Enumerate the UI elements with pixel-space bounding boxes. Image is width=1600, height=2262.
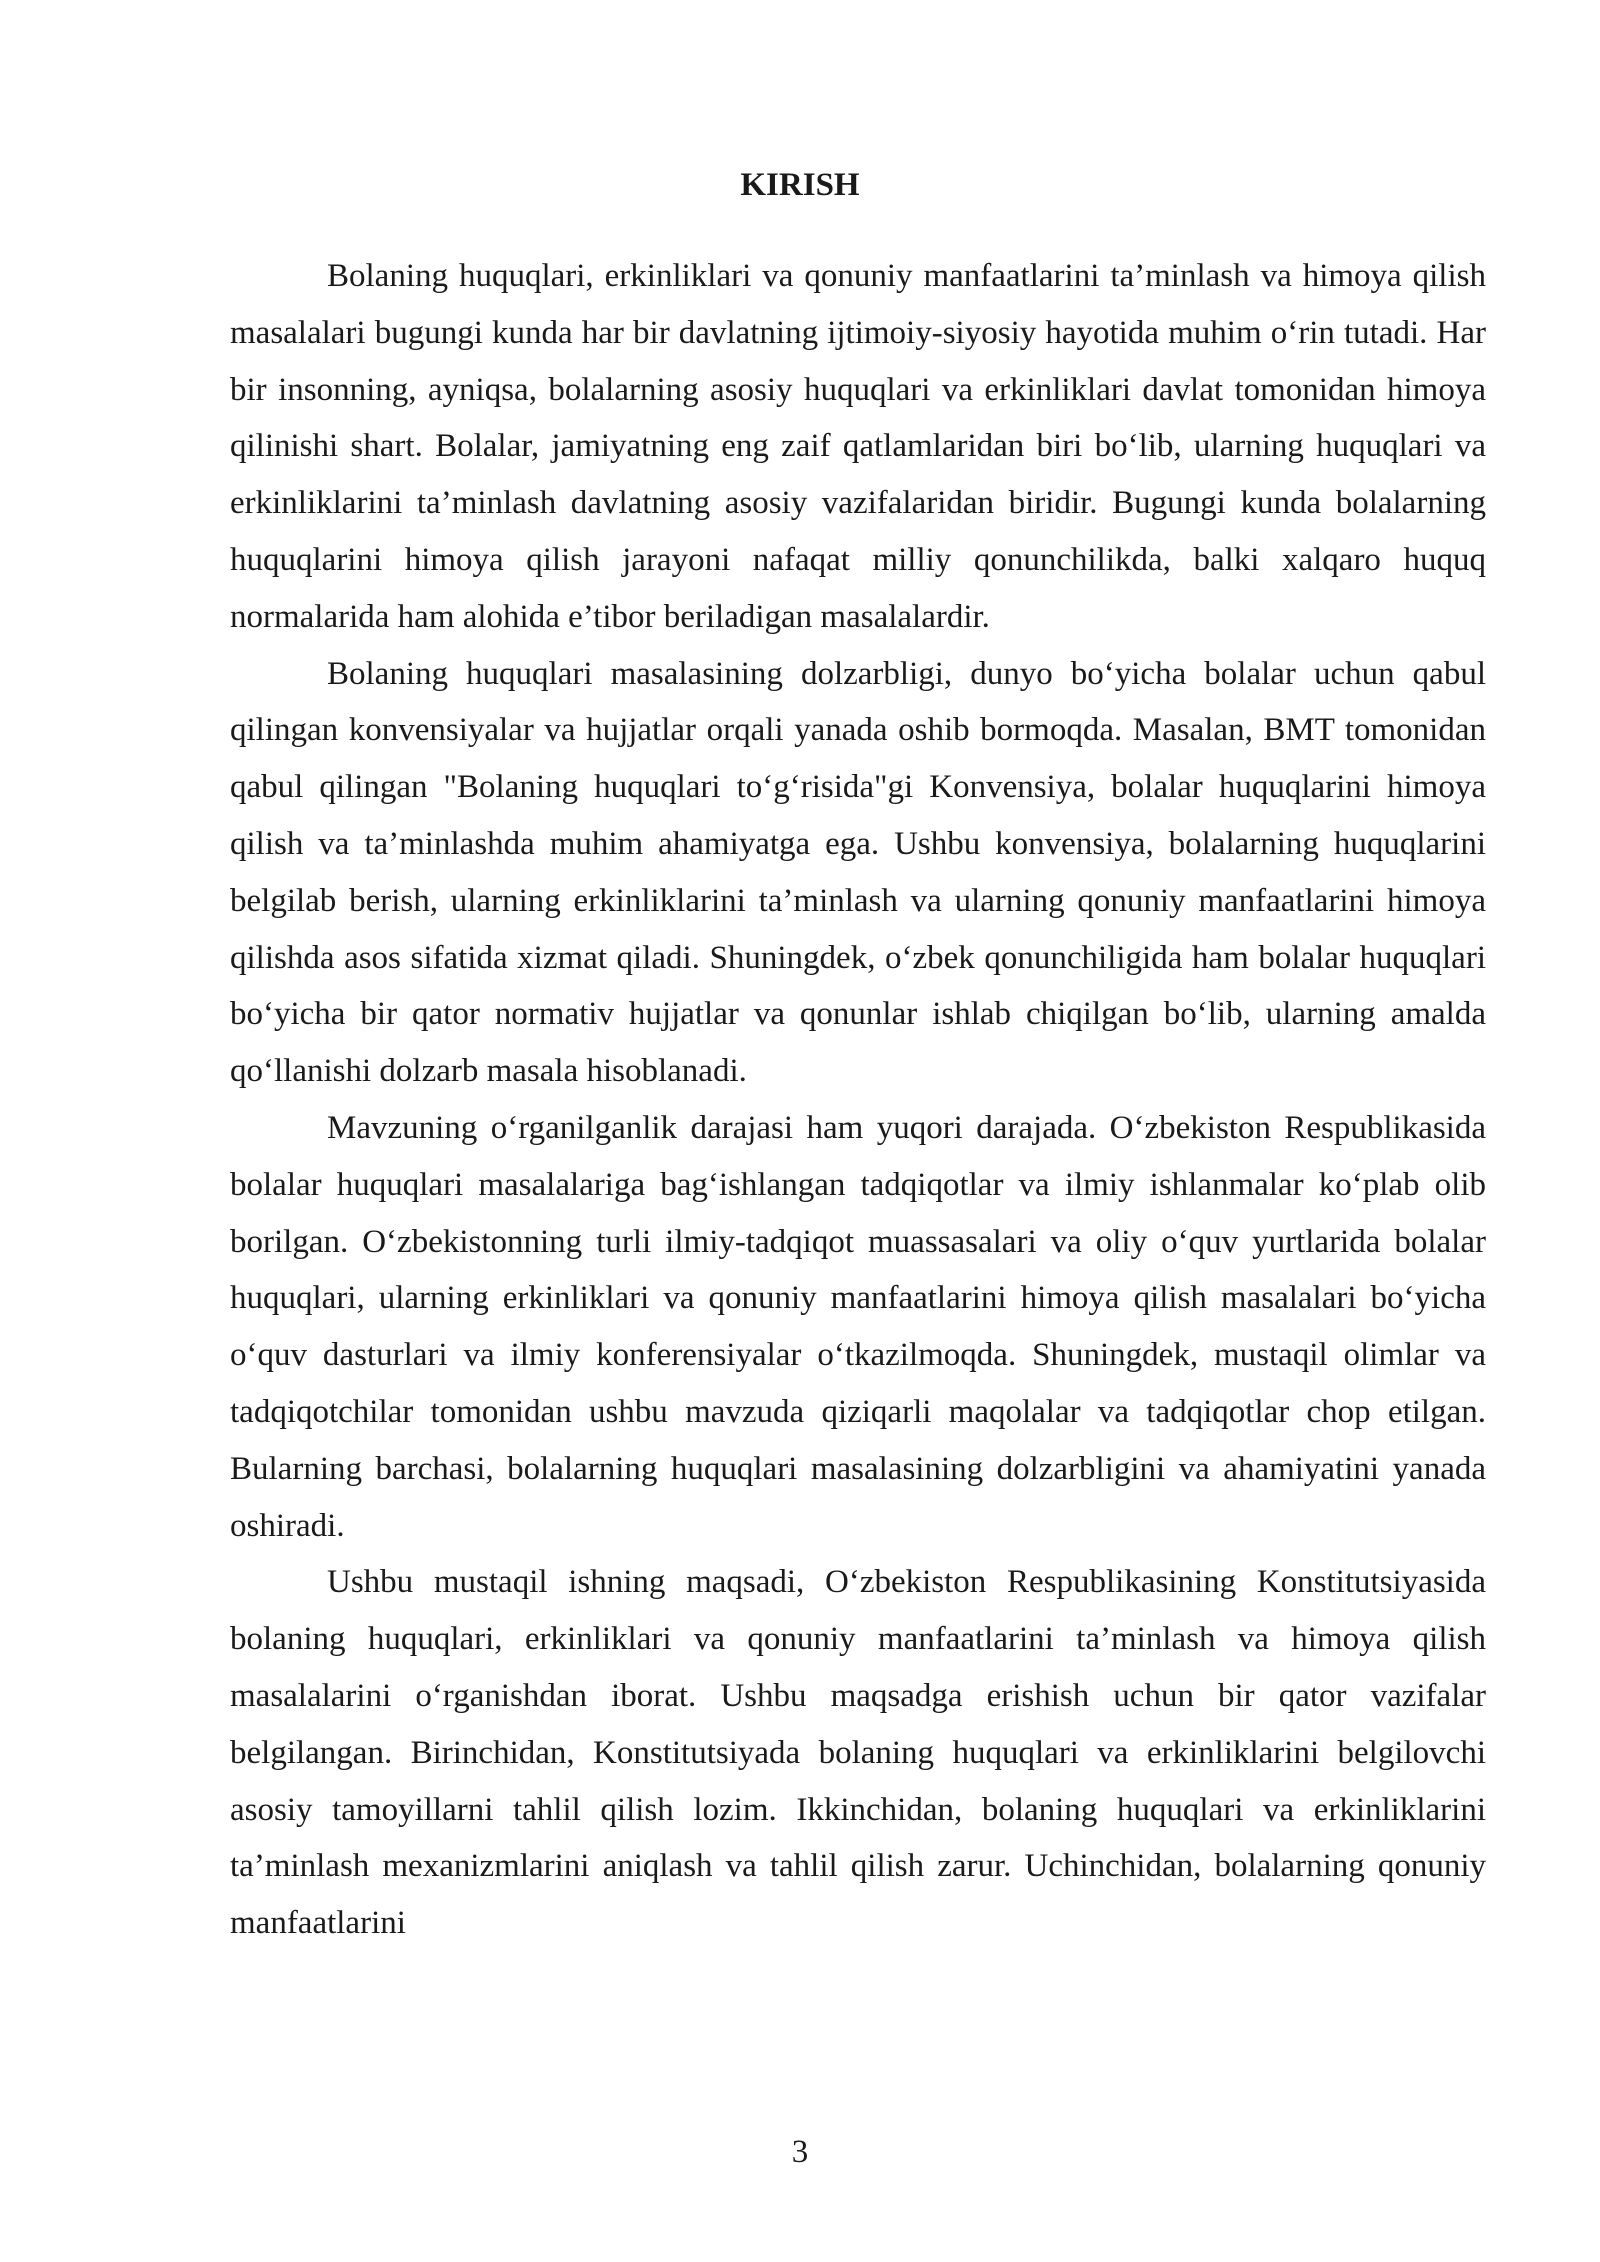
page-title: KIRISH: [740, 167, 860, 203]
paragraph-1: Bolaning huquqlari, erkinliklari va qonuniy manfaatlarini ta’minlash va himoya qilish masalalari bugungi kunda har bir davlatning ijtimoiy-siyosiy hayotida muhim o‘rin tutadi. Har bir insonning, ayniqsa, bolalarning asosiy huquqlari va erkinliklari davlat tomonidan himoya qilinishi shart. Bolalar, jamiyatning eng zaif qatlamlaridan biri bo‘lib, ularning huquqlari va erkinliklarini ta’minlash davlatning asosiy vazifalaridan biridir. Bugungi kunda bolalarning huquqlarini himoya qilish jarayoni nafaqat milliy qonunchilikda, balki xalqaro huquq normalarida ham alohida e’tibor beriladigan masalalardir.: [230, 258, 1486, 635]
body-text: [230, 248, 1486, 1952]
page-number: 3: [791, 2134, 809, 2170]
paragraph-3: Mavzuning o‘rganilganlik darajasi ham yuqori darajada. O‘zbekiston Respublikasida bolalar huquqlari masalalariga bag‘ishlangan tadqiqotlar va ilmiy ishlanmalar ko‘plab olib borilgan. O‘zbekistonning turli ilmiy-tadqiqot muassasalari va oliy o‘quv yurtlarida bolalar huquqlari, ularning erkinliklari va qonuniy manfaatlarini himoya qilish masalalari bo‘yicha o‘quv dasturlari va ilmiy konferensiyalar o‘tkazilmoqda. Shuningdek, mustaqil olimlar va tadqiqotchilar tomonidan ushbu mavzuda qiziqarli maqolalar va tadqiqotlar chop etilgan. Bularning barchasi, bolalarning huquqlari masalasining dolzarbligini va ahamiyatini yanada oshiradi.: [230, 1109, 1486, 1544]
paragraph-4: Ushbu mustaqil ishning maqsadi, O‘zbekiston Respublikasining Konstitutsiyasida bolaning huquqlari, erkinliklari va qonuniy manfaatlarini ta’minlash va himoya qilish masalalarini o‘rganishdan iborat. Ushbu maqsadga erishish uchun bir qator vazifalar belgilangan. Birinchidan, Konstitutsiyada bolaning huquqlari va erkinliklarini belgilovchi asosiy tamoyillarni tahlil qilish lozim. Ikkinchidan, bolaning huquqlari va erkinliklarini ta’minlash mexanizmlarini aniqlash va tahlil qilish zarur. Uchinchidan, bolalarning qonuniy manfaatlarini: [230, 1564, 1486, 1942]
paragraph-2: Bolaning huquqlari masalasining dolzarbligi, dunyo bo‘yicha bolalar uchun qabul qilingan konvensiyalar va hujjatlar orqali yanada oshib bormoqda. Masalan, BMT tomonidan qabul qilingan "Bolaning huquqlari to‘g‘risida"gi Konvensiya, bolalar huquqlarini himoya qilish va ta’minlashda muhim ahamiyatga ega. Ushbu konvensiya, bolalarning huquqlarini belgilab berish, ularning erkinliklarini ta’minlash va ularning qonuniy manfaatlarini himoya qilishda asos sifatida xizmat qiladi. Shuningdek, o‘zbek qonunchiligida ham bolalar huquqlari bo‘yicha bir qator normativ hujjatlar va qonunlar ishlab chiqilgan bo‘lib, ularning amalda qo‘llanishi dolzarb masala hisoblanadi.: [230, 655, 1486, 1090]
